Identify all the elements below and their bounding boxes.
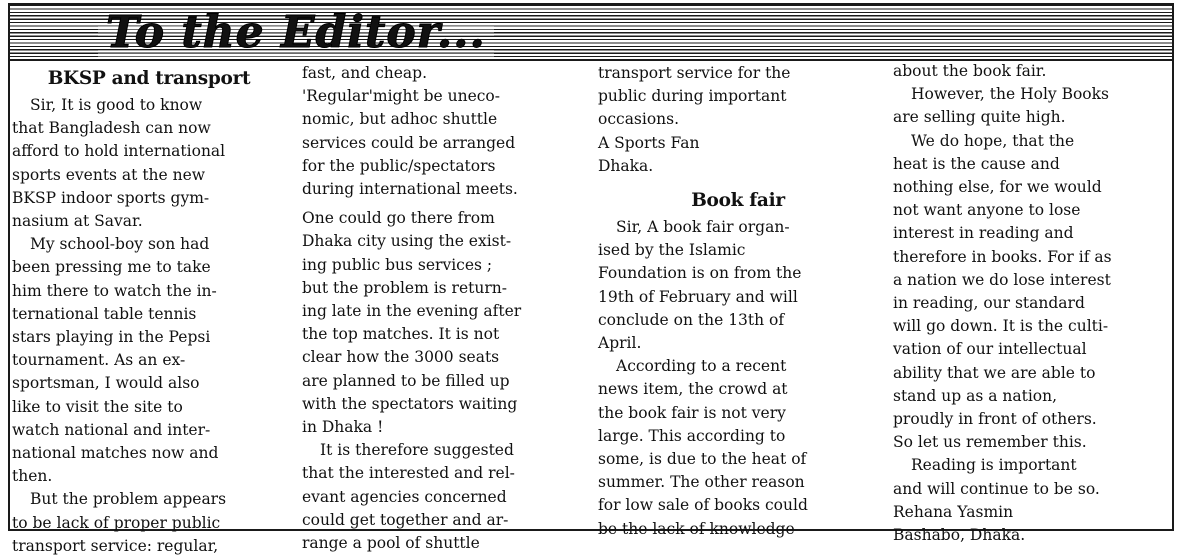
text-line: vation of our intellectual <box>893 340 1087 359</box>
text-line: that the interested and rel- <box>302 464 515 483</box>
text-line: be the lack of knowledge <box>598 519 795 538</box>
text-line: services could be arranged <box>302 133 516 152</box>
text-line: been pressing me to take <box>12 258 211 277</box>
text-line: watch national and inter- <box>12 420 211 439</box>
text-line: conclude on the 13th of <box>598 310 785 329</box>
letter-2-location: Bashabo, Dhaka. <box>893 526 1026 545</box>
text-line: clear how the 3000 seats <box>302 348 500 367</box>
text-line: My school-boy son had <box>30 235 210 254</box>
text-line: ing public bus services ; <box>302 255 493 274</box>
text-line: could get together and ar- <box>302 510 509 529</box>
text-line: in reading, our standard <box>893 294 1085 313</box>
text-line: nasium at Savar. <box>12 212 143 231</box>
text-line: in Dhaka ! <box>302 418 384 437</box>
text-line: range a pool of shuttle <box>302 534 480 553</box>
section-banner <box>10 5 1172 61</box>
text-line: ability that we are able to <box>893 363 1096 382</box>
text-line: that Bangladesh can now <box>12 119 211 138</box>
text-line: public during important <box>598 87 787 106</box>
text-line: evant agencies concerned <box>302 487 507 506</box>
text-line: are selling quite high. <box>893 108 1066 127</box>
text-line: 19th of February and will <box>598 287 798 306</box>
text-line: One could go there from <box>302 209 495 228</box>
text-line: and will continue to be so. <box>893 479 1100 498</box>
text-line: Sir, It is good to know <box>30 96 203 114</box>
text-line: to be lack of proper public <box>12 513 221 532</box>
column-4 <box>893 60 1166 547</box>
text-line: the top matches. It is not <box>302 325 500 344</box>
text-line: the book fair is not very <box>598 403 786 422</box>
text-line: about the book fair. <box>893 62 1047 80</box>
text-line: news item, the crowd at <box>598 380 788 399</box>
text-line: afford to hold international <box>12 142 226 161</box>
text-line: 'Regular'might be uneco- <box>302 87 501 106</box>
text-line: occasions. <box>598 110 680 129</box>
text-line: nomic, but adhoc shuttle <box>302 110 498 129</box>
section-title: To the Editor... <box>98 9 494 57</box>
text-line: It is therefore suggested <box>320 441 514 460</box>
text-line: are planned to be filled up <box>302 371 510 390</box>
text-line: like to visit the site to <box>12 397 183 416</box>
letter-1-location: Dhaka. <box>598 156 654 175</box>
text-line: tournament. As an ex- <box>12 351 186 370</box>
text-line: large. This according to <box>598 426 786 445</box>
text-line: some, is due to the heat of <box>598 450 807 469</box>
text-line: a nation we do lose interest <box>893 270 1111 289</box>
text-line: Dhaka city using the exist- <box>302 232 512 251</box>
text-line: then. <box>12 467 53 486</box>
text-line: during international meets. <box>302 180 518 199</box>
text-line: not want anyone to lose <box>893 201 1081 220</box>
text-line: transport service: regular, <box>12 536 219 555</box>
text-line: nothing else, for we would <box>893 178 1102 197</box>
text-line: Foundation is on from the <box>598 264 802 283</box>
column-2 <box>302 62 586 555</box>
text-line: heat is the cause and <box>893 154 1060 173</box>
text-line: ternational table tennis <box>12 304 197 323</box>
text-line: summer. The other reason <box>598 473 805 492</box>
text-line: Reading is important <box>911 456 1077 475</box>
text-line: national matches now and <box>12 444 219 463</box>
text-line: sports events at the new <box>12 165 206 184</box>
text-line: will go down. It is the culti- <box>893 317 1109 336</box>
text-line: April. <box>598 334 642 353</box>
text-line: We do hope, that the <box>911 131 1075 150</box>
text-line: sportsman, I would also <box>12 374 200 393</box>
column-3 <box>598 62 878 541</box>
text-line: proudly in front of others. <box>893 410 1097 429</box>
text-line: Sir, A book fair organ- <box>616 218 790 237</box>
text-line: with the spectators waiting <box>302 394 518 413</box>
column-1-lines <box>12 94 286 558</box>
text-line: him there to watch the in- <box>12 281 217 300</box>
text-line: interest in reading and <box>893 224 1074 243</box>
letter-2-heading: Book fair <box>691 190 785 212</box>
text-line: But the problem appears <box>30 490 227 509</box>
text-line: stand up as a nation, <box>893 386 1058 405</box>
text-line: for the public/spectators <box>302 156 496 175</box>
text-line: So let us remember this. <box>893 433 1087 452</box>
letter-1-heading: BKSP and transport <box>47 68 251 89</box>
text-line: ised by the Islamic <box>598 241 746 260</box>
text-line: ing late in the evening after <box>302 302 522 321</box>
text-line: BKSP indoor sports gym- <box>12 188 210 207</box>
text-line: for low sale of books could <box>598 496 808 515</box>
text-line: transport service for the <box>598 64 791 82</box>
text-line: fast, and cheap. <box>302 64 428 82</box>
text-line: However, the Holy Books <box>911 85 1109 104</box>
column-1 <box>12 62 286 558</box>
text-line: According to a recent <box>616 357 787 376</box>
letter-1-signature: A Sports Fan <box>598 133 700 152</box>
text-line: stars playing in the Pepsi <box>12 328 211 347</box>
text-line: but the problem is return- <box>302 278 507 297</box>
letter-2-signature: Rehana Yasmin <box>893 502 1014 521</box>
text-line: therefore in books. For if as <box>893 247 1112 266</box>
